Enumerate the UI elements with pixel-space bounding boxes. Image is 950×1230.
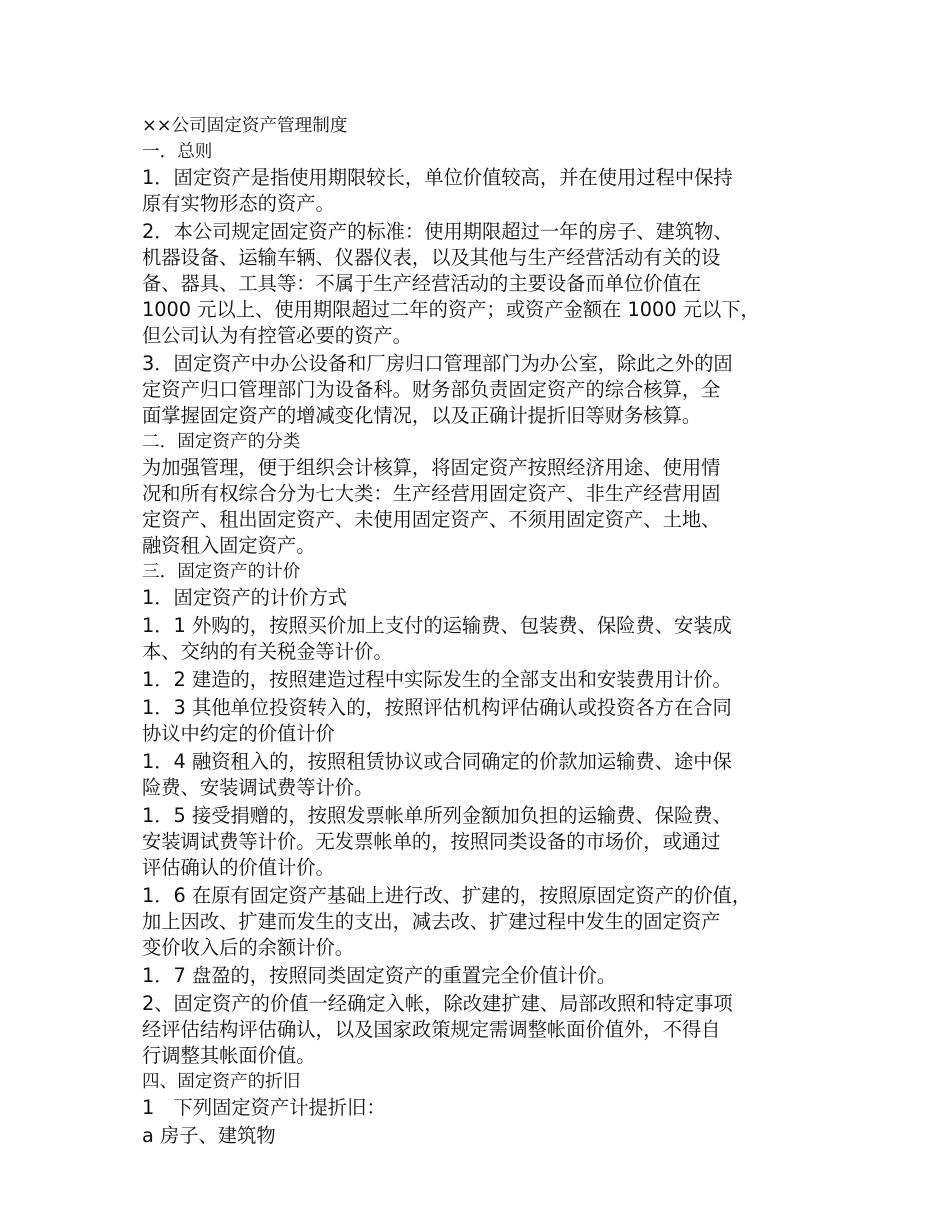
text-line: 经评估结构评估确认，以及国家政策规定需调整帐面价值外，不得自: [142, 1018, 721, 1041]
text-line: 2、固定资产的价值一经确定入帐，除改建扩建、局部改照和特定事项: [142, 992, 733, 1015]
text-line: 变价收入后的余额计价。: [142, 936, 355, 959]
text-line: 定资产、租出固定资产、未使用固定资产、不须用固定资产、土地、: [142, 508, 721, 531]
text-line: 1．6 在原有固定资产基础上进行改、扩建的，按照原固定资产的价值，: [142, 884, 752, 907]
text-line: 三．固定资产的计价: [142, 562, 301, 582]
text-line: 一．总则: [142, 142, 213, 162]
text-line: 四、固定资产的折旧: [142, 1072, 301, 1092]
text-line: 面掌握固定资产的增减变化情况，以及正确计提折旧等财务核算。: [142, 404, 702, 427]
text-line: 1．1 外购的，按照买价加上支付的运输费、包装费、保险费、安装成: [142, 614, 732, 637]
text-line: ××公司固定资产管理制度: [142, 116, 348, 136]
text-line: 况和所有权综合分为七大类：生产经营用固定资产、非生产经营用固: [142, 482, 721, 505]
text-line: 本、交纳的有关税金等计价。: [142, 640, 393, 663]
text-line: a 房子、建筑物: [142, 1124, 276, 1147]
text-line: 险费、安装调试费等计价。: [142, 776, 374, 799]
text-line: 1．5 接受捐赠的，按照发票帐单所列金额加负担的运输费、保险费、: [142, 804, 732, 827]
text-line: 1．固定资产是指使用期限较长，单位价值较高，并在使用过程中保持: [142, 166, 733, 189]
text-line: 行调整其帐面价值。: [142, 1044, 316, 1067]
text-line: 1000 元以上、使用期限超过二年的资产；或资产金额在 1000 元以下，: [142, 298, 760, 321]
text-line: 安装调试费等计价。无发票帐单的，按照同类设备的市场价，或通过: [142, 830, 721, 853]
text-line: 1．2 建造的，按照建造过程中实际发生的全部支出和安装费用计价。: [142, 668, 732, 691]
text-line: 机器设备、运输车辆、仪器仪表，以及其他与生产经营活动有关的设: [142, 246, 721, 269]
document-body: [142, 113, 822, 1149]
text-line: 1．4 融资租入的，按照租赁协议或合同确定的价款加运输费、途中保: [142, 750, 732, 773]
text-line: 加上因改、扩建而发生的支出，减去改、扩建过程中发生的固定资产: [142, 910, 721, 933]
text-line: 协议中约定的价值计价: [142, 722, 335, 745]
text-line: 融资租入固定资产。: [142, 534, 316, 557]
text-line: 二．固定资产的分类: [142, 432, 301, 452]
text-line: 原有实物形态的资产。: [142, 192, 335, 215]
text-line: 2．本公司规定固定资产的标准：使用期限超过一年的房子、建筑物、: [142, 220, 733, 243]
text-line: 1 下列固定资产计提折旧：: [142, 1096, 386, 1119]
text-line: 1．固定资产的计价方式: [142, 586, 348, 609]
text-line: 但公司认为有控管必要的资产。: [142, 324, 412, 347]
text-line: 定资产归口管理部门为设备科。财务部负责固定资产的综合核算，全: [142, 378, 721, 401]
text-line: 1．3 其他单位投资转入的，按照评估机构评估确认或投资各方在合同: [142, 696, 732, 719]
text-line: 1．7 盘盈的，按照同类固定资产的重置完全价值计价。: [142, 964, 617, 987]
text-line: 备、器具、工具等：不属于生产经营活动的主要设备而单位价值在: [142, 272, 702, 295]
text-line: 评估确认的价值计价。: [142, 856, 335, 879]
text-line: 为加强管理，便于组织会计核算，将固定资产按照经济用途、使用情: [142, 456, 721, 479]
text-line: 3．固定资产中办公设备和厂房归口管理部门为办公室，除此之外的固: [142, 352, 733, 375]
